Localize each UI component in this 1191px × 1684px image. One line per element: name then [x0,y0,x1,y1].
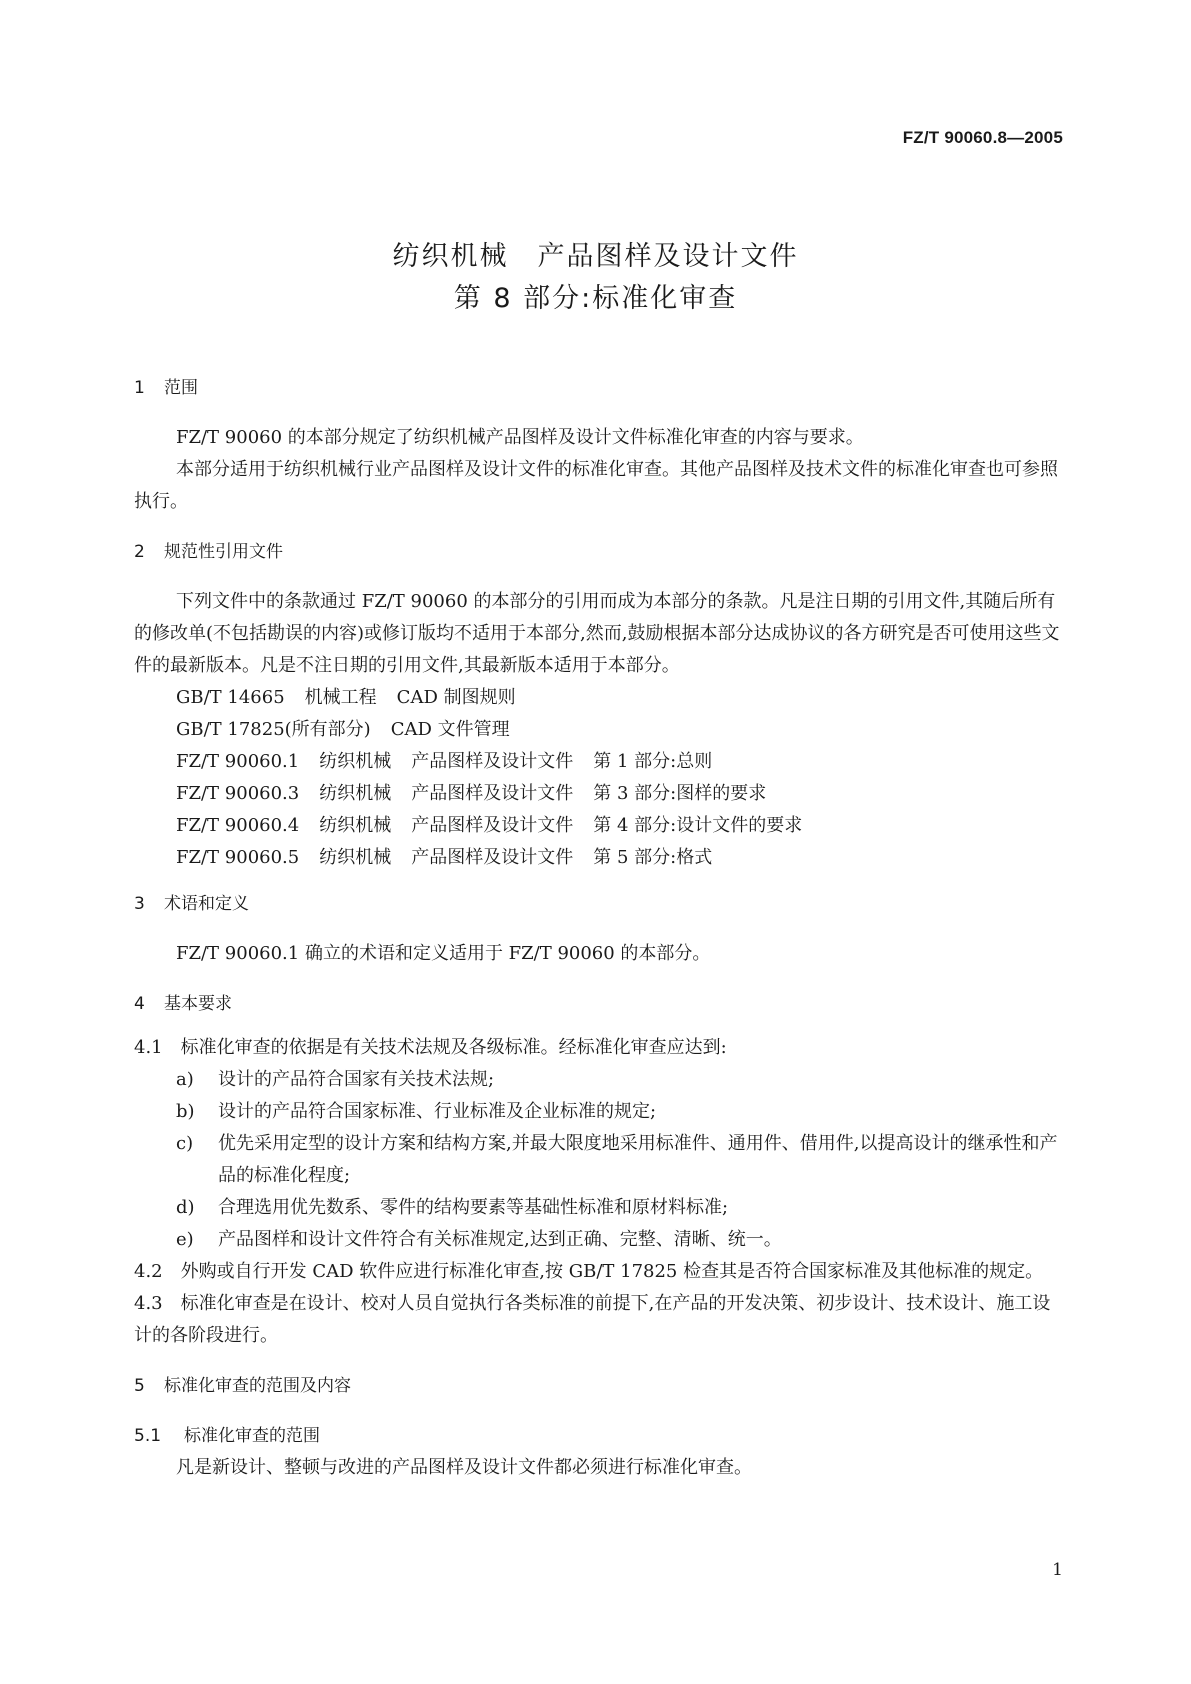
clause-number: 4.1 [134,1037,163,1058]
clause-text: 标准化审查的依据是有关技术法规及各级标准。经标准化审查应达到: [180,1037,727,1058]
reference-title: 机械工程 [304,687,377,708]
section-number: 1 [134,378,145,398]
clause-4-1 [134,1032,1062,1064]
clause-text: 外购或自行开发 CAD 软件应进行标准化审查,按 GB/T 17825 检查其是否符合国家标准及其他标准的规定。 [180,1261,1044,1282]
section-3-heading [134,888,1062,920]
section-title: 标准化审查的范围 [184,1426,320,1446]
list-item [176,1096,1062,1128]
page-number: 1 [1052,1560,1063,1580]
list-item [176,1128,1062,1192]
section-4-heading [134,988,1062,1020]
list-marker: c) [176,1133,194,1154]
reference-title: 纺织机械 [319,815,392,836]
paragraph: 本部分适用于纺织机械行业产品图样及设计文件的标准化审查。其他产品图样及技术文件的标准化审查也可参照执行。 [134,459,1058,512]
list-marker: b) [176,1101,195,1122]
section-title: 术语和定义 [164,894,249,914]
reference-title: 产品图样及设计文件 [411,751,574,772]
reference-item [176,810,1062,842]
reference-item [176,746,1062,778]
list-item [176,1224,1062,1256]
document-title-line1: 纺织机械 产品图样及设计文件 [392,241,799,272]
paragraph: FZ/T 90060 的本部分规定了纺织机械产品图样及设计文件标准化审查的内容与要求。 [176,427,864,448]
clause-number: 4.3 [134,1293,163,1314]
list-marker: e) [176,1229,194,1250]
requirement-list [134,1064,1062,1256]
section-title: 基本要求 [164,994,232,1014]
section-2-heading [134,536,1062,568]
reference-title: 产品图样及设计文件 [411,783,574,804]
reference-title: 纺织机械 [319,783,392,804]
reference-title: 第 1 部分:总则 [593,751,713,772]
reference-title: 第 5 部分:格式 [593,847,713,868]
normative-references-list [134,682,1062,874]
list-item [176,1064,1062,1096]
section-number: 4 [134,994,145,1014]
section-number: 5.1 [134,1426,162,1446]
clause-4-2 [134,1256,1062,1288]
list-marker: a) [176,1069,194,1090]
reference-title: 第 4 部分:设计文件的要求 [593,815,803,836]
list-item [176,1192,1062,1224]
clause-number: 4.2 [134,1261,163,1282]
reference-title: 纺织机械 [319,751,392,772]
reference-code: FZ/T 90060.4 [176,815,300,836]
list-text: 产品图样和设计文件符合有关标准规定,达到正确、完整、清晰、统一。 [218,1229,782,1250]
section-number: 5 [134,1376,145,1396]
section-5-heading [134,1370,1062,1402]
list-marker: d) [176,1197,195,1218]
paragraph: 凡是新设计、整顿与改进的产品图样及设计文件都必须进行标准化审查。 [176,1457,752,1478]
reference-title: CAD 制图规则 [396,687,516,708]
standard-code: FZ/T 90060.8—2005 [902,128,1063,147]
section-title: 规范性引用文件 [164,542,283,562]
reference-item [176,842,1062,874]
reference-code: FZ/T 90060.3 [176,783,300,804]
document-title-line2: 第 8 部分:标准化审查 [453,283,738,314]
reference-title: 产品图样及设计文件 [411,815,574,836]
section-number: 2 [134,542,145,562]
section-title: 标准化审查的范围及内容 [164,1376,351,1396]
reference-item [176,714,1062,746]
paragraph: 下列文件中的条款通过 FZ/T 90060 的本部分的引用而成为本部分的条款。凡是注日期的引用文件,其随后所有的修改单(不包括勘误的内容)或修订版均不适用于本部分,然而,鼓励根据本部分达成协议的各方研究是否可使用这些文件的最新版本。凡是不注日期的引用文件,其最新版本适用于本部分。 [134,591,1060,676]
reference-title: 第 3 部分:图样的要求 [593,783,767,804]
reference-code: GB/T 17825(所有部分) [176,719,371,740]
section-title: 范围 [164,378,198,398]
reference-item [176,778,1062,810]
section-number: 3 [134,894,145,914]
reference-code: FZ/T 90060.5 [176,847,300,868]
list-text: 设计的产品符合国家有关技术法规; [218,1069,495,1090]
list-text: 合理选用优先数系、零件的结构要素等基础性标准和原材料标准; [218,1197,729,1218]
reference-code: FZ/T 90060.1 [176,751,300,772]
reference-code: GB/T 14665 [176,687,285,708]
subsection-5-1-heading [134,1420,1062,1452]
reference-title: 产品图样及设计文件 [411,847,574,868]
reference-title: 纺织机械 [319,847,392,868]
list-text: 设计的产品符合国家标准、行业标准及企业标准的规定; [218,1101,657,1122]
clause-text: 标准化审查是在设计、校对人员自觉执行各类标准的前提下,在产品的开发决策、初步设计、技术设计、施工设计的各阶段进行。 [134,1293,1051,1346]
reference-item [176,682,1062,714]
paragraph: FZ/T 90060.1 确立的术语和定义适用于 FZ/T 90060 的本部分。 [176,943,711,964]
document-body [134,372,1062,1484]
clause-4-3 [134,1288,1062,1352]
reference-title: CAD 文件管理 [390,719,510,740]
section-1-heading [134,372,1062,404]
list-text: 优先采用定型的设计方案和结构方案,并最大限度地采用标准件、通用件、借用件,以提高设计的继承性和产品的标准化程度; [218,1133,1058,1186]
